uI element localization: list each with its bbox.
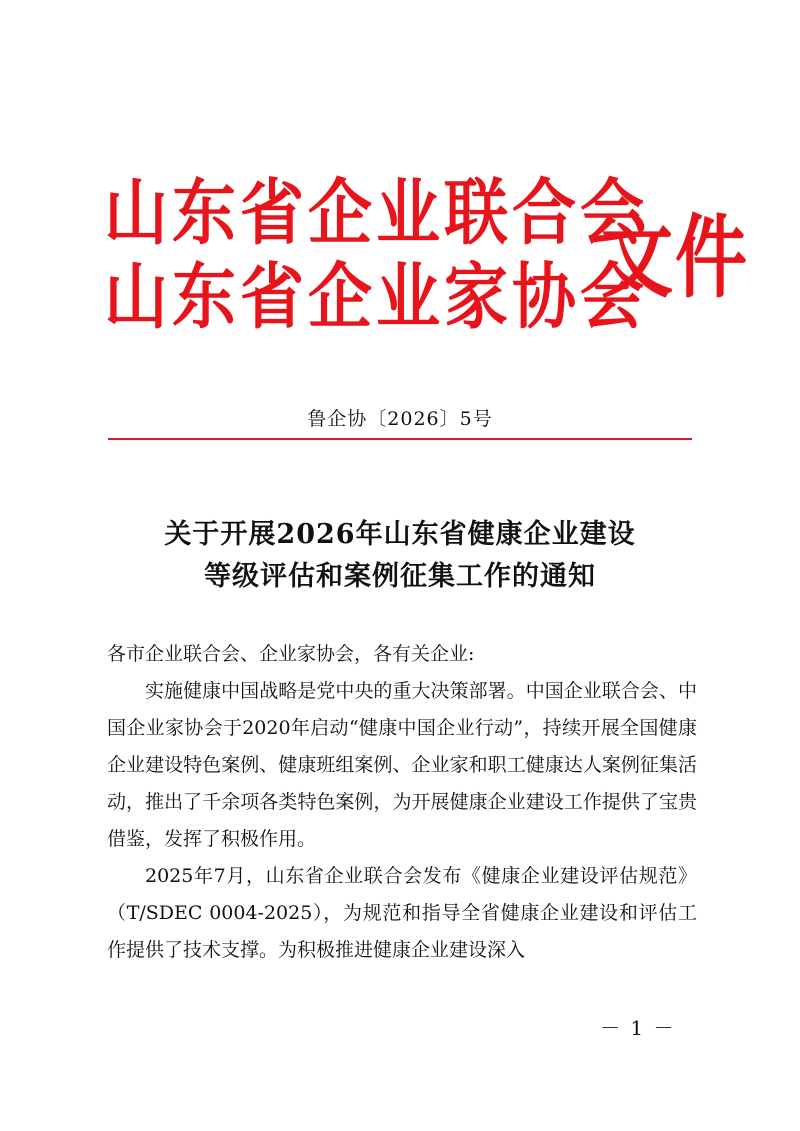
issuer-name-1: 山东省企业联合会 bbox=[104, 172, 648, 256]
red-divider-line bbox=[108, 438, 692, 440]
salutation: 各市企业联合会、企业家协会，各有关企业: bbox=[107, 643, 475, 665]
body-paragraph-1: 实施健康中国战略是党中央的重大决策部署。中国企业联合会、中国企业家协会于2020年启动“健康中国企业行动”，持续开展全国健康企业建设特色案例、健康班组案例、企业家和职工健康达人案例征集活动，推出了千余项各类特色案例，为开展健康企业建设工作提供了宝贵借鉴，发挥了积极作用。 bbox=[107, 680, 697, 850]
notice-body bbox=[107, 636, 697, 969]
notice-title-line1: 关于开展2026年山东省健康企业建设 bbox=[164, 519, 636, 550]
issuer-name-2: 山东省企业家协会 bbox=[104, 256, 648, 340]
document-type-word: 文件 bbox=[601, 204, 750, 310]
notice-title-line2: 等级评估和案例征集工作的通知 bbox=[204, 561, 596, 592]
body-paragraph-2: 2025年7月，山东省企业联合会发布《健康企业建设评估规范》（T/SDEC 0004-2025），为规范和指导全省健康企业建设和评估工作提供了技术支撑。为积极推进健康企业建设深入 bbox=[107, 865, 697, 961]
page-number: － 1 － bbox=[600, 1016, 676, 1040]
document-number: 鲁企协〔2026〕5号 bbox=[307, 408, 493, 430]
document-header bbox=[104, 170, 750, 360]
